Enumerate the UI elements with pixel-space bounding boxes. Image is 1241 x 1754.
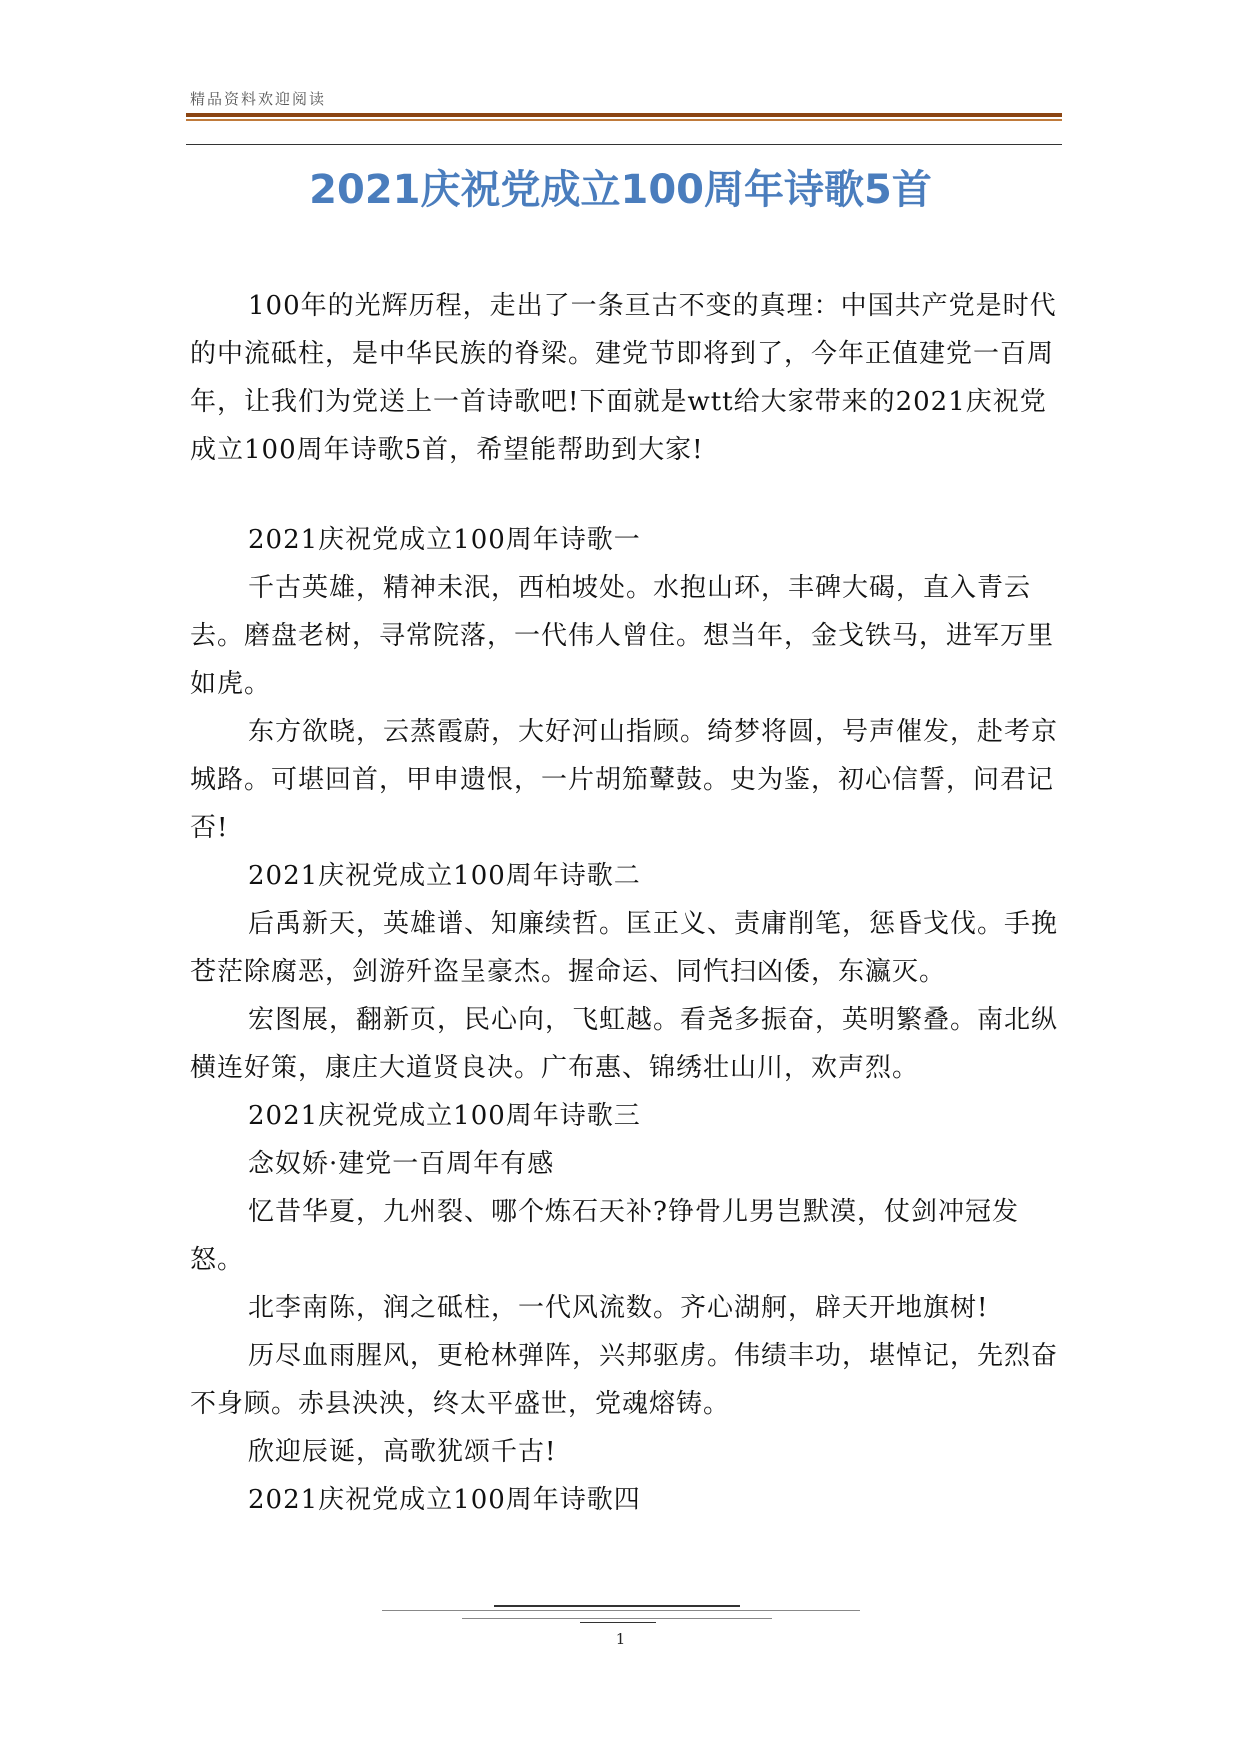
- paragraph-gap: [190, 474, 1062, 516]
- poem-paragraph: 忆昔华夏，九州裂、哪个炼石天补?铮骨儿男岂默漠，仗剑冲冠发怒。: [190, 1197, 1019, 1275]
- header-text: 精品资料欢迎阅读: [190, 90, 327, 108]
- header-rule-thin: [186, 144, 1062, 145]
- document-body: [190, 282, 1062, 1524]
- page-number: 1: [615, 1630, 626, 1648]
- page-title: 2021庆祝党成立100周年诗歌5首: [309, 167, 932, 213]
- footer-rule-short: [580, 1622, 656, 1623]
- header-rule-accent: [186, 119, 1062, 121]
- poem-heading: 2021庆祝党成立100周年诗歌二: [248, 861, 641, 891]
- header-rule: [186, 113, 1062, 117]
- footer-rule: [382, 1610, 860, 1611]
- intro-paragraph: 100年的光辉历程，走出了一条亘古不变的真理：中国共产党是时代的中流砥柱，是中华民族的脊梁。建党节即将到了，今年正值建党一百周年，让我们为党送上一首诗歌吧!下面就是wtt给大家带来的2021庆祝党成立100周年诗歌5首，希望能帮助到大家!: [190, 291, 1057, 465]
- poem-paragraph: 欣迎辰诞，高歌犹颂千古!: [248, 1437, 557, 1467]
- poem-paragraph: 后禹新天，英雄谱、知廉续哲。匡正义、责庸削笔，惩昏戈伐。手挽苍茫除腐恶，剑游歼盗呈豪杰。握命运、同忾扫凶倭，东瀛灭。: [190, 909, 1059, 987]
- footer-rule-bold: [494, 1605, 740, 1607]
- poem-paragraph: 千古英雄，精神未泯，西柏坡处。水抱山环，丰碑大碣，直入青云去。磨盘老树，寻常院落，一代伟人曾住。想当年，金戈铁马，进军万里如虎。: [190, 573, 1055, 699]
- footer-rule-lower: [462, 1618, 772, 1619]
- poem-paragraph: 历尽血雨腥风，更枪林弹阵，兴邦驱虏。伟绩丰功，堪悼记，先烈奋不身顾。赤县泱泱，终太平盛世，党魂熔铸。: [190, 1341, 1059, 1419]
- poem-subtitle: 念奴娇·建党一百周年有感: [248, 1149, 555, 1179]
- poem-heading: 2021庆祝党成立100周年诗歌四: [248, 1485, 641, 1515]
- poem-heading: 2021庆祝党成立100周年诗歌三: [248, 1101, 641, 1131]
- poem-heading: 2021庆祝党成立100周年诗歌一: [248, 525, 641, 555]
- poem-paragraph: 宏图展，翻新页，民心向，飞虹越。看尧多振奋，英明繁叠。南北纵横连好策，康庄大道贤良决。广布惠、锦绣壮山川，欢声烈。: [190, 1005, 1059, 1083]
- poem-paragraph: 北李南陈，润之砥柱，一代风流数。齐心湖舸，辟天开地旗树!: [248, 1293, 989, 1323]
- poem-paragraph: 东方欲晓，云蒸霞蔚，大好河山指顾。绮梦将圆，号声催发，赴考京城路。可堪回首，甲申遗恨，一片胡笳鼙鼓。史为鉴，初心信誓，问君记否!: [190, 717, 1059, 843]
